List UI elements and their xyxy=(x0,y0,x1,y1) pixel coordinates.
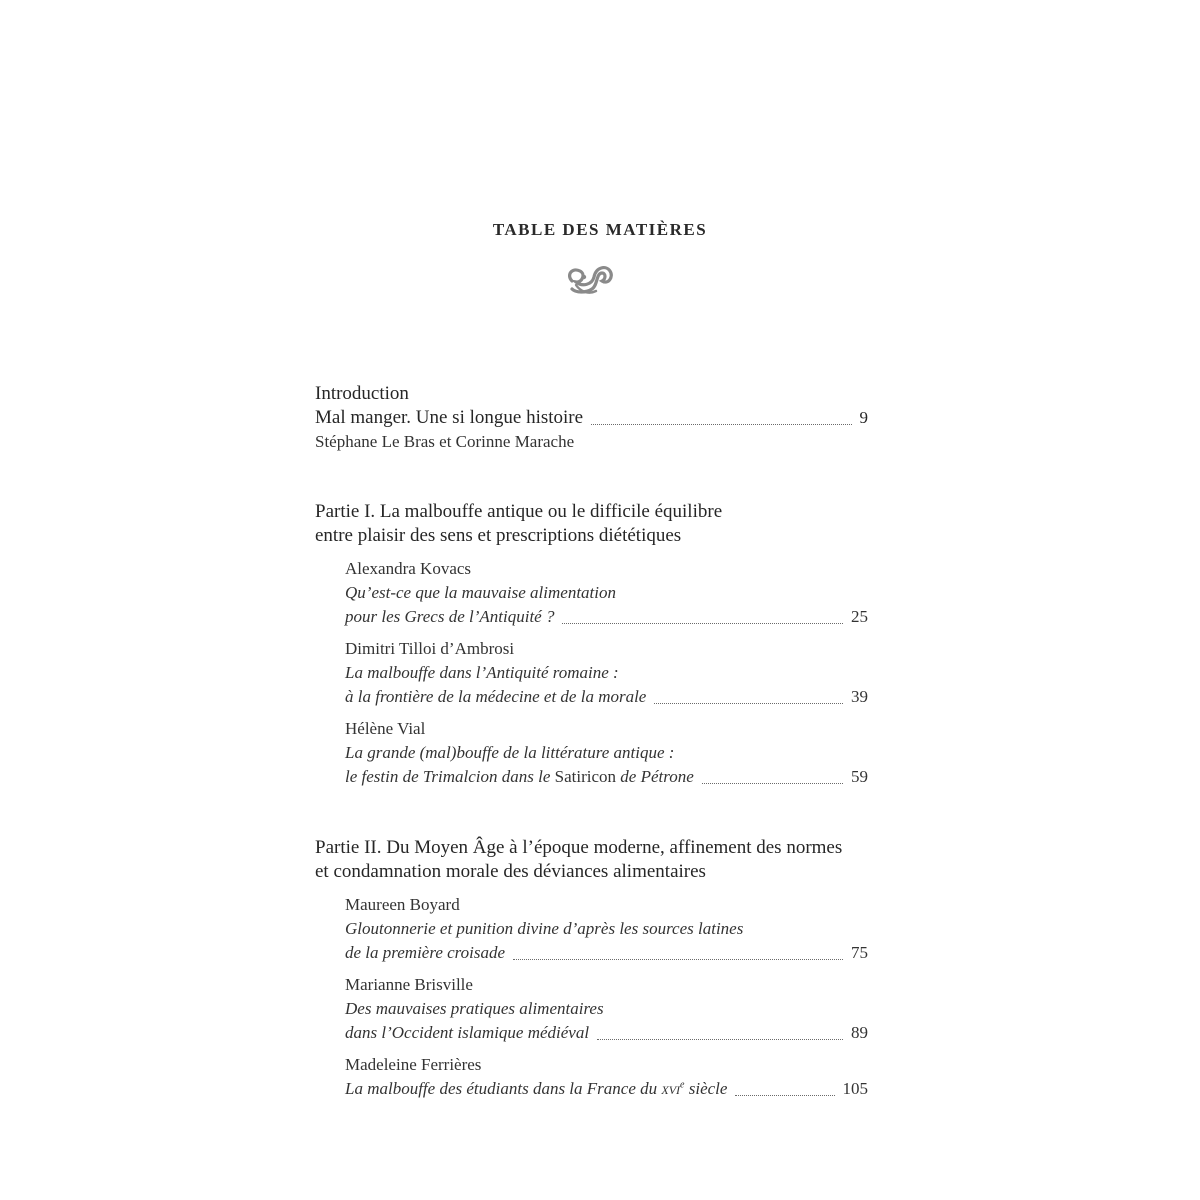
toc-entry-boyard[interactable] xyxy=(345,943,868,963)
toc-entry-tilloi[interactable] xyxy=(345,687,868,707)
entry-title-line2: dans l’Occident islamique médiéval xyxy=(345,1023,590,1042)
intro-authors: Stéphane Le Bras et Corinne Marache xyxy=(315,432,575,451)
entry-author: Madeleine Ferrières xyxy=(345,1055,482,1074)
dot-leader xyxy=(735,1094,834,1096)
page-number: 59 xyxy=(851,767,868,786)
dot-leader xyxy=(597,1038,843,1040)
part1-title-line1: Partie I. La malbouffe antique ou le difficile équilibre xyxy=(315,501,723,522)
dot-leader xyxy=(654,702,843,704)
toc-entry-brisville[interactable] xyxy=(345,1023,868,1043)
entry-title-line1: La malbouffe dans l’Antiquité romaine : xyxy=(345,663,619,682)
century-superscript: e xyxy=(680,1079,685,1091)
part2-title-line2: et condamnation morale des déviances alimentaires xyxy=(315,861,706,882)
century-numeral: xvi xyxy=(661,1079,681,1098)
entry-author: Maureen Boyard xyxy=(345,895,460,914)
part2-title-line1: Partie II. Du Moyen Âge à l’époque moderne, affinement des normes xyxy=(315,837,843,858)
intro-label: Introduction xyxy=(315,383,409,404)
dot-leader xyxy=(513,958,843,960)
page-number: 9 xyxy=(859,408,868,427)
entry-title-line1: Gloutonnerie et punition divine d’après les sources latines xyxy=(345,919,744,938)
toc-entry-ferrieres[interactable] xyxy=(345,1079,868,1099)
entry-title: Mal manger. Une si longue histoire xyxy=(315,407,584,428)
entry-title-line2: le festin de Trimalcion dans le Satiricon de Pétrone xyxy=(345,767,694,786)
page-number: 89 xyxy=(851,1023,868,1042)
entry-title-line2: à la frontière de la médecine et de la morale xyxy=(345,687,647,706)
toc-entry-vial[interactable] xyxy=(345,767,868,787)
dot-leader xyxy=(591,423,851,425)
page-number: 105 xyxy=(842,1079,868,1098)
dot-leader xyxy=(562,622,843,624)
entry-author: Marianne Brisville xyxy=(345,975,473,994)
entry-title-line1: La malbouffe des étudiants dans la France du xvi$^e$ siècle xyxy=(345,1079,728,1098)
toc-entry-introduction[interactable] xyxy=(315,407,868,429)
entry-title-line1: La grande (mal)bouffe de la littérature antique : xyxy=(345,743,675,762)
entry-author: Dimitri Tilloi d’Ambrosi xyxy=(345,639,515,658)
entry-title-line2: pour les Grecs de l’Antiquité ? xyxy=(345,607,555,626)
part1-title-line2: entre plaisir des sens et prescriptions diététiques xyxy=(315,525,682,546)
entry-title-line2: de la première croisade xyxy=(345,943,506,962)
entry-author: Hélène Vial xyxy=(345,719,426,738)
entry-title-line1: Qu’est-ce que la mauvaise alimentation xyxy=(345,583,616,602)
page-number: 39 xyxy=(851,687,868,706)
entry-author: Alexandra Kovacs xyxy=(345,559,472,578)
entry-title-line1: Des mauvaises pratiques alimentaires xyxy=(345,999,604,1018)
work-title: Satiricon xyxy=(554,767,617,786)
fleuron-ornament-icon xyxy=(562,255,618,299)
dot-leader xyxy=(702,782,843,784)
page-number: 25 xyxy=(851,607,868,626)
page-number: 75 xyxy=(851,943,868,962)
toc-entry-kovacs[interactable] xyxy=(345,607,868,627)
page-title: TABLE DES MATIÈRES xyxy=(492,220,708,239)
